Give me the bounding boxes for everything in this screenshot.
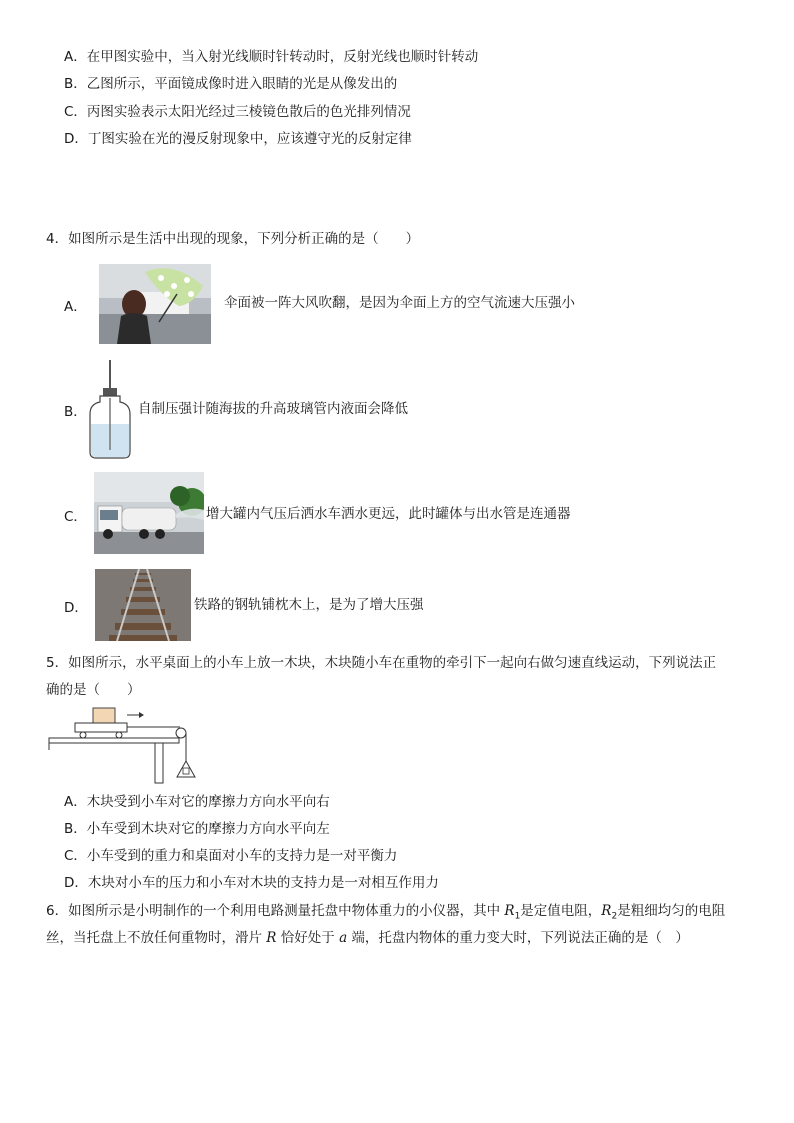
r1-subscript: 1 [514,911,521,922]
q6-text: 是定值电阻， [520,903,602,919]
q6-text: 丝，当托盘上不放任何重物时，滑片 [46,930,267,946]
q4-stem: 4．如图所示是生活中出现的现象，下列分析正确的是（ ） [46,231,420,247]
q6-text: 是粗细均匀的电阻 [617,903,726,919]
q5-stem-line1: 5．如图所示，水平桌面上的小车上放一木块，木块随小车在重物的牵引下一起向右做匀速直线运动，下列说法正 [46,655,717,671]
q6-text: 6．如图所示是小明制作的一个利用电路测量托盘中物体重力的小仪器，其中 [46,903,505,919]
cart-pulley-diagram [47,705,202,785]
q6-text: 恰好处于 [276,930,340,946]
q3-option-d: D．丁图实验在光的漫反射现象中，应该遵守光的反射定律 [64,131,412,147]
q5-option-c: C．小车受到的重力和桌面对小车的支持力是一对平衡力 [64,848,398,864]
q4-option-a-label: A． [64,299,87,315]
q3-option-b: B．乙图所示，平面镜成像时进入眼睛的光是从像发出的 [64,76,398,92]
q5-option-a: A．木块受到小车对它的摩擦力方向水平向右 [64,794,330,810]
q5-option-b: B．小车受到木块对它的摩擦力方向水平向左 [64,821,330,837]
q5-stem-line2: 确的是（ ） [46,682,141,698]
q4-option-a-text: 伞面被一阵大风吹翻，是因为伞面上方的空气流速大压强小 [224,295,575,311]
q5-option-d: D．木块对小车的压力和小车对木块的支持力是一对相互作用力 [64,875,439,891]
q6-stem-line2 [46,929,689,947]
sprinkler-truck-photo [94,472,204,554]
q4-option-c-text: 增大罐内气压后洒水车洒水更远，此时罐体与出水管是连通器 [206,506,571,522]
slider-symbol: R [266,930,277,946]
pressure-gauge-bottle [86,358,134,460]
q4-option-d-label: D． [64,600,88,616]
r1-symbol: R [504,903,515,919]
terminal-a-symbol: a [339,930,348,946]
q3-option-c: C．丙图实验表示太阳光经过三棱镜色散后的色光排列情况 [64,104,411,120]
q6-stem-line1 [46,902,725,926]
q4-option-d-text: 铁路的钢轨铺枕木上，是为了增大压强 [194,597,424,613]
q6-text: 端，托盘内物体的重力变大时，下列说法正确的是（ ） [347,930,689,946]
q3-option-a: A．在甲图实验中，当入射光线顺时针转动时，反射光线也顺时针转动 [64,49,479,65]
q4-option-c-label: C． [64,509,87,525]
q4-option-b-text: 自制压强计随海拔的升高玻璃管内液面会降低 [138,401,408,417]
r2-symbol: R [601,903,612,919]
r2-subscript: 2 [611,911,618,922]
railway-track-photo [95,569,191,641]
q4-option-b-label: B． [64,404,87,420]
umbrella-photo [99,264,211,344]
